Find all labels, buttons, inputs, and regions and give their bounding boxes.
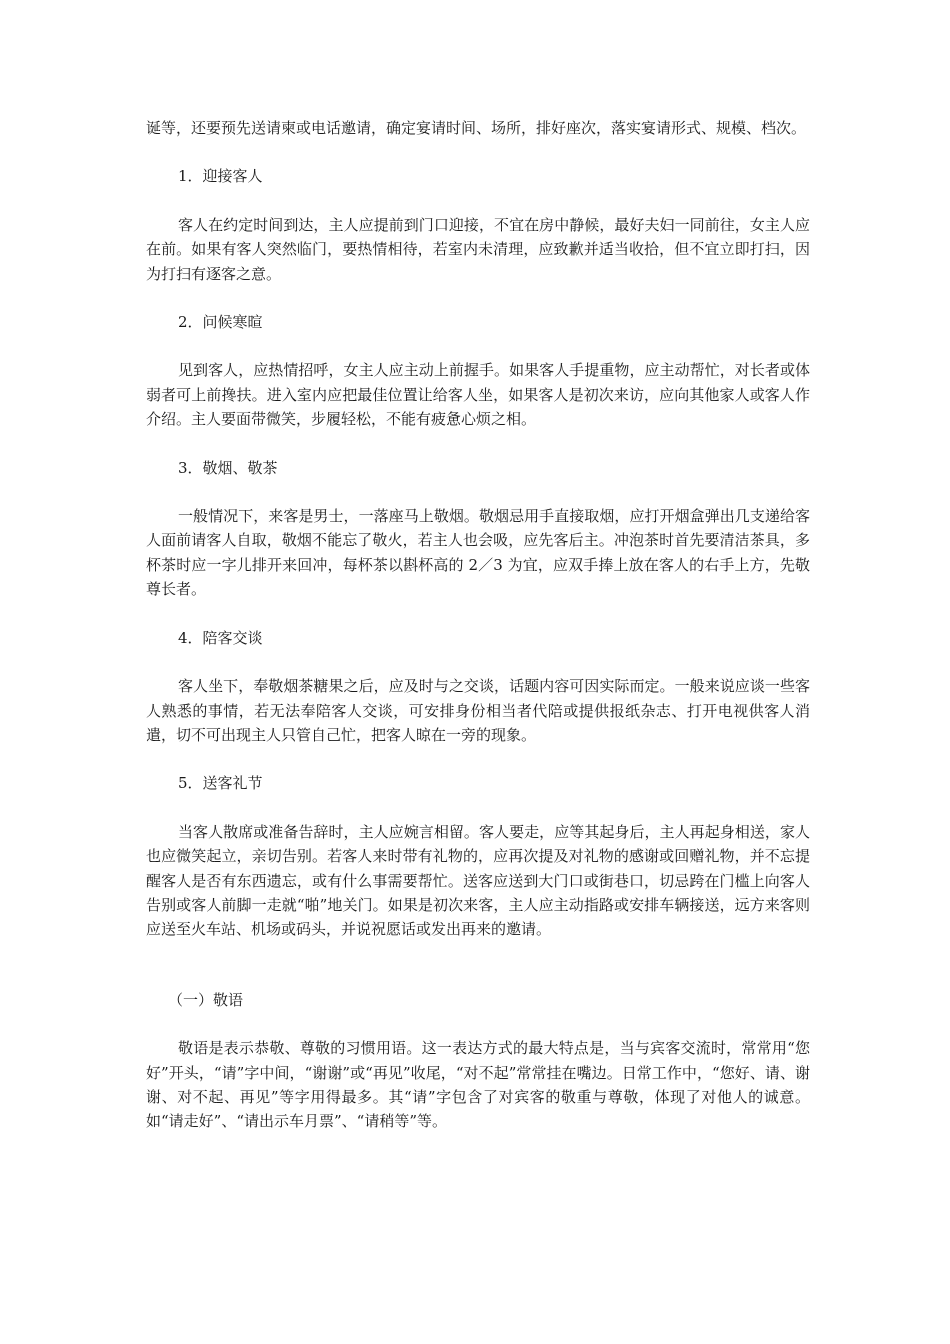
section-body-3: 一般情况下，来客是男士，一落座马上敬烟。敬烟忌用手直接取烟，应打开烟盒弹出几支递给客人面前请客人自取，敬烟不能忘了敬火，若主人也会吸，应先客后主。冲泡茶时首先要清洁茶具，多杯茶时应一字儿排开来回冲，每杯茶以斟杯高的 2／3 为宜，应双手捧上放在客人的右手上方，先敬尊长者。 [146,507,810,599]
intro-paragraph: 诞等，还要预先送请柬或电话邀请，确定宴请时间、场所，排好座次，落实宴请形式、规模、档次。 [146,119,807,137]
subsection-heading: （一）敬语 [168,990,244,1009]
section-heading-5: 5．送客礼节 [178,774,263,793]
section-body-5: 当客人散席或准备告辞时，主人应婉言相留。客人要走，应等其起身后，主人再起身相送，家人也应微笑起立，亲切告别。若客人来时带有礼物的，应再次提及对礼物的感谢或回赠礼物，并不忘提醒客人是否有东西遗忘，或有什么事需要帮忙。送客应送到大门口或街巷口，切忌跨在门槛上向客人告别或客人前脚一走就“啪”地关门。如果是初次来客，主人应主动指路或安排车辆接送，远方来客则应送至火车站、机场或码头，并说祝愿话或发出再来的邀请。 [146,822,810,939]
section-body-1: 客人在约定时间到达，主人应提前到门口迎接，不宜在房中静候，最好夫妇一同前往，女主人应在前。如果有客人突然临门，要热情相待，若室内未清理，应致歉并适当收拾，但不宜立即打扫，因为打扫有逐客之意。 [146,215,810,283]
subsection-body: 敬语是表示恭敬、尊敬的习惯用语。这一表达方式的最大特点是，当与宾客交流时，常常用“您好”开头，“请”字中间，“谢谢”或“再见”收尾，“对不起”常常挂在嘴边。日常工作中，“您好、请、谢谢、对不起、再见”等字用得最多。其“请”字包含了对宾客的敬重与尊敬，体现了对他人的诚意。如“请走好”、“请出示车月票”、“请稍等”等。 [146,1039,810,1131]
section-heading-3: 3．敬烟、敬茶 [178,458,278,477]
section-body-2: 见到客人，应热情招呼，女主人应主动上前握手。如果客人手提重物，应主动帮忙，对长者或体弱者可上前搀扶。进入室内应把最佳位置让给客人坐，如果客人是初次来访，应向其他家人或客人作介绍。主人要面带微笑，步履轻松，不能有疲惫心烦之相。 [146,361,810,429]
section-body-4: 客人坐下，奉敬烟茶糖果之后，应及时与之交谈，话题内容可因实际而定。一般来说应谈一些客人熟悉的事情，若无法奉陪客人交谈，可安排身份相当者代陪或提供报纸杂志、打开电视供客人消遣，切不可出现主人只管自己忙，把客人晾在一旁的现象。 [146,677,810,744]
section-heading-2: 2．问候寒暄 [178,313,263,332]
document-page [146,116,810,1134]
section-heading-1: 1．迎接客人 [178,167,263,186]
section-heading-4: 4．陪客交谈 [178,628,263,647]
